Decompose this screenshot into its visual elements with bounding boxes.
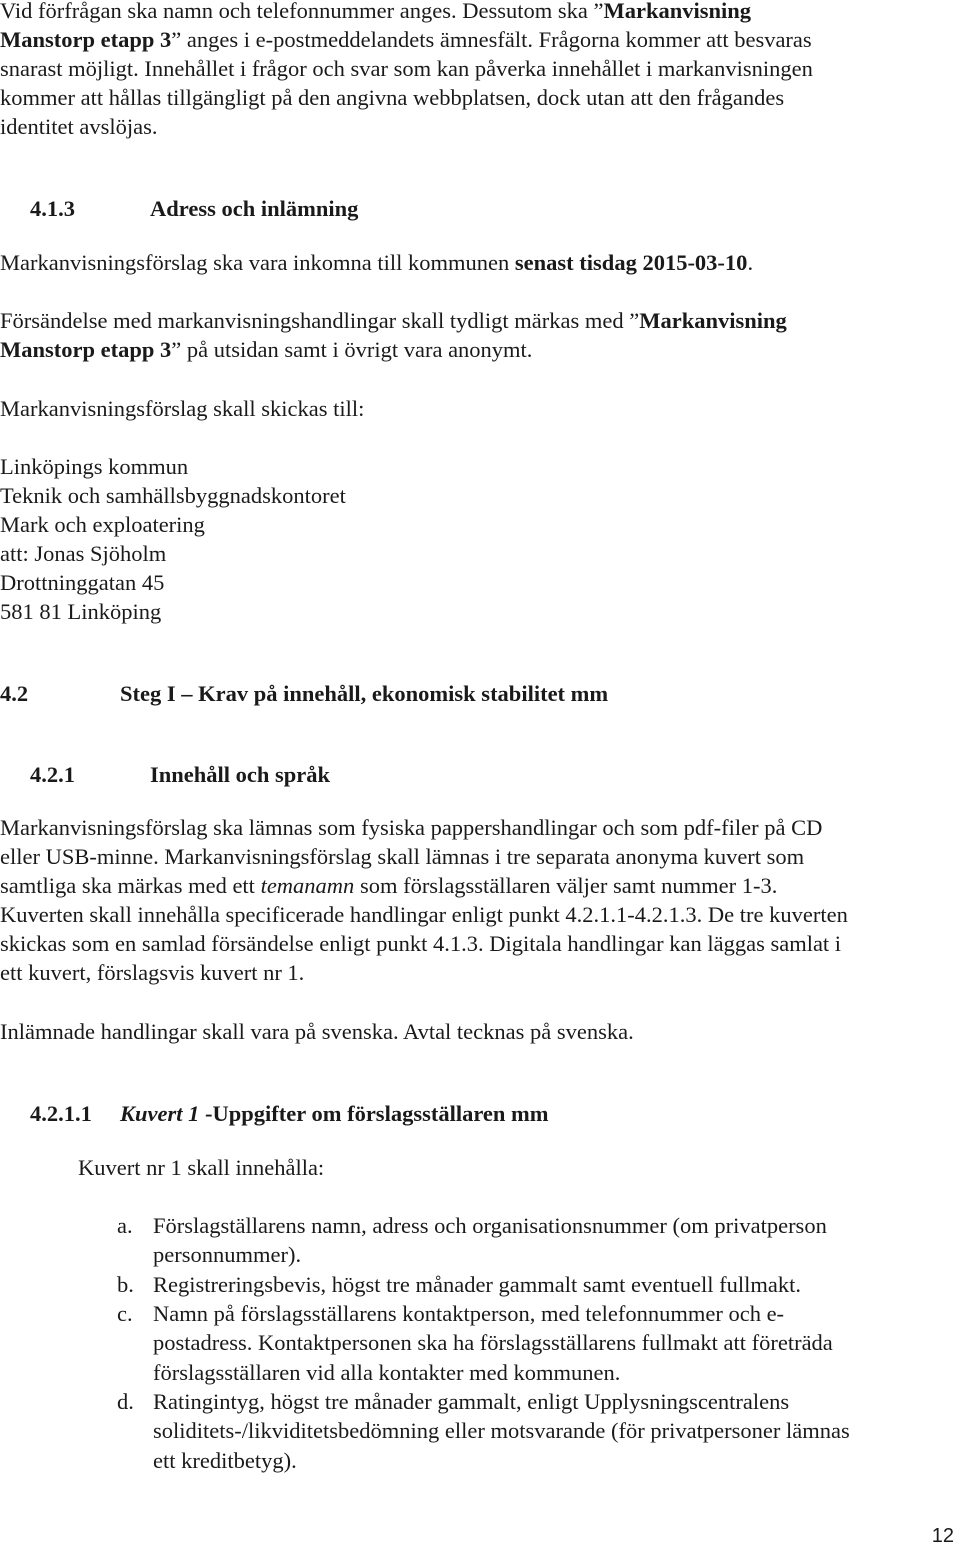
address-line: Linköpings kommun — [0, 454, 189, 479]
list-label: b. — [117, 1272, 134, 1297]
intro-line: snarast möjligt. Innehållet i frågor och svar som kan påverka innehållet i markanvisningen — [0, 56, 813, 81]
language-paragraph: Inlämnade handlingar skall vara på svenska. Avtal tecknas på svenska. — [0, 1019, 634, 1044]
paragraph-line: Kuverten skall innehålla specificerade handlingar enligt punkt 4.2.1.1-4.2.1.3. De tre kuverten — [0, 902, 848, 927]
address-line: Mark och exploatering — [0, 512, 205, 537]
list-text — [153, 1270, 928, 1299]
section-title — [120, 1099, 549, 1128]
paragraph-line: skickas som en samlad försändelse enligt punkt 4.1.3. Digitala handlingar kan läggas samlat i — [0, 931, 842, 956]
list-line: Förslagställarens namn, adress och organisationsnummer (om privatperson — [153, 1213, 827, 1238]
list-line: soliditets-/likviditetsbedömning eller motsvarande (för privatpersoner lämnas — [153, 1418, 850, 1444]
list-label: d. — [117, 1389, 134, 1414]
paragraph-line — [0, 335, 940, 364]
list-label: a. — [117, 1213, 133, 1238]
italic-text: temanamn — [260, 873, 355, 898]
text: -Uppgifter om förslagsställaren mm — [199, 1101, 549, 1126]
address-line: Drottninggatan 45 — [0, 570, 165, 595]
list-label: c. — [117, 1301, 133, 1326]
text: ” på utsidan samt i övrigt vara anonymt. — [171, 337, 533, 362]
italic-text: Kuvert 1 — [120, 1101, 200, 1126]
section-number: 4.1.3 — [30, 196, 75, 221]
paragraph-line: ett kuvert, förslagsvis kuvert nr 1. — [0, 960, 305, 985]
list-line: Registreringsbevis, högst tre månader gammalt samt eventuell fullmakt. — [153, 1272, 801, 1297]
intro-line: identitet avslöjas. — [0, 114, 158, 139]
section-title: Steg I – Krav på innehåll, ekonomisk stabilitet mm — [120, 681, 609, 706]
list-text — [153, 1387, 928, 1475]
text: Försändelse med markanvisningshandlingar skall tydligt märkas med ” — [0, 308, 640, 333]
list-text — [153, 1211, 928, 1270]
text: som förslagsställaren väljer samt nummer 1-3. — [354, 873, 778, 898]
list-item — [117, 1299, 927, 1389]
list-item — [117, 1270, 927, 1300]
paragraph-line: eller USB-minne. Markanvisningsförslag skall lämnas i tre separata anonyma kuvert som — [0, 844, 805, 869]
text: samtliga ska märkas med ett — [0, 873, 261, 898]
list-line: Ratingintyg, högst tre månader gammalt, enligt Upplysningscentralens — [153, 1389, 790, 1414]
section-number: 4.2 — [0, 681, 29, 706]
paragraph-line — [0, 306, 940, 335]
address-line: att: Jonas Sjöholm — [0, 541, 167, 566]
section-number: 4.2.1.1 — [30, 1101, 92, 1126]
list-line: Namn på förslagsställarens kontaktperson, med telefonnummer och e- — [153, 1301, 785, 1326]
list-line: förslagsställaren vid alla kontakter med kommunen. — [153, 1359, 621, 1385]
bold-text: Markanvisning — [603, 0, 752, 23]
list-text — [153, 1299, 928, 1387]
list-item — [117, 1211, 927, 1271]
text: ” anges i e-postmeddelandets ämnesfält. Frågorna kommer att besvaras — [171, 27, 812, 52]
address-line: Teknik och samhällsbyggnadskontoret — [0, 483, 346, 508]
section-number: 4.2.1 — [30, 762, 75, 787]
list-item — [117, 1387, 927, 1477]
send-to-line: Markanvisningsförslag skall skickas till: — [0, 396, 365, 421]
section-title: Adress och inlämning — [150, 196, 359, 221]
bold-text: Markanvisning — [639, 308, 787, 333]
paragraph-line: Markanvisningsförslag ska lämnas som fysiska pappershandlingar och som pdf-filer på CD — [0, 815, 823, 840]
intro-line — [0, 0, 940, 25]
address-line: 581 81 Linköping — [0, 599, 162, 624]
paragraph-line — [0, 871, 940, 900]
intro-line — [0, 25, 940, 54]
section-title: Innehåll och språk — [150, 762, 331, 787]
text: Vid förfrågan ska namn och telefonnummer anges. Dessutom ska ” — [0, 0, 604, 23]
envelope-intro: Kuvert nr 1 skall innehålla: — [78, 1155, 325, 1180]
text: . — [747, 250, 754, 275]
text: Markanvisningsförslag ska vara inkomna till kommunen — [0, 250, 515, 275]
page-number: 12 — [931, 1525, 954, 1547]
intro-line: kommer att hållas tillgängligt på den angivna webbplatsen, dock utan att den frågandes — [0, 85, 785, 110]
bold-text: Manstorp etapp 3 — [0, 337, 172, 362]
list-line: postadress. Kontaktpersonen ska ha förslagsställarens fullmakt att företräda — [153, 1330, 833, 1356]
bold-text: senast tisdag 2015-03-10 — [514, 250, 748, 275]
list-line: ett kreditbetyg). — [153, 1447, 297, 1473]
bold-text: Manstorp etapp 3 — [0, 27, 172, 52]
list-line: personnummer). — [153, 1242, 302, 1268]
deadline-paragraph — [0, 248, 940, 277]
